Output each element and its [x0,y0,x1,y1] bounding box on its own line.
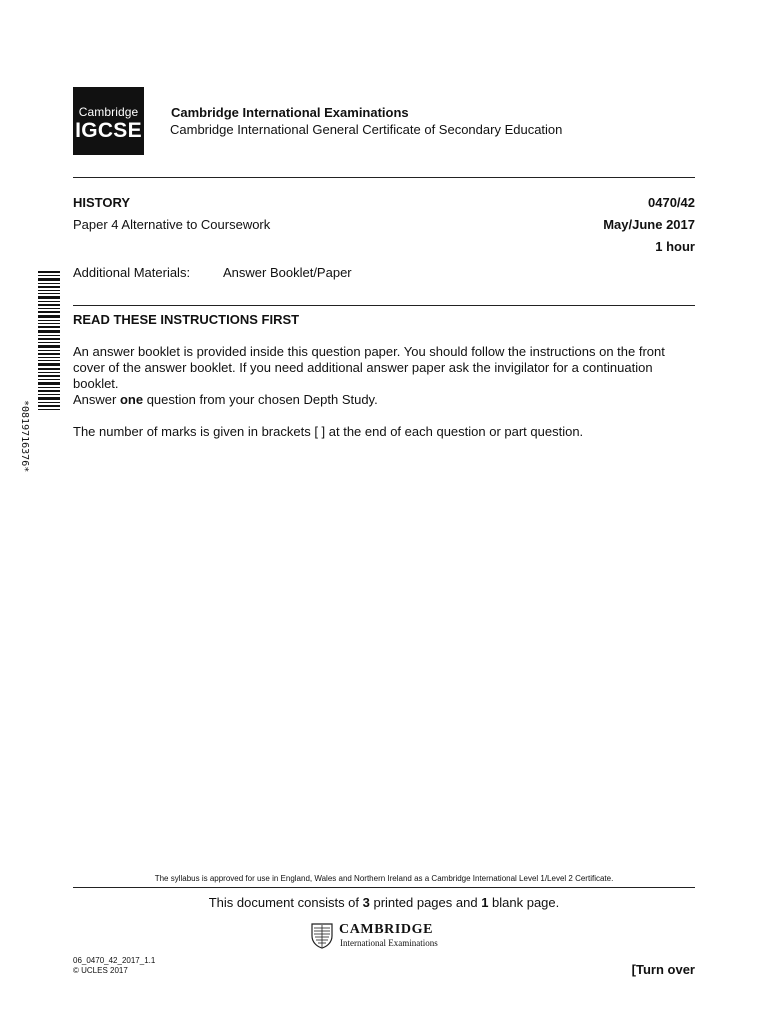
turn-over: [Turn over [631,962,695,977]
instruction-2-emphasis: one [119,392,144,407]
subject-title: HISTORY [73,195,131,210]
consists-text-1: This document consists of [208,895,363,910]
page-count-note [0,895,768,910]
instruction-paragraph-3: The number of marks is given in brackets [ ] at the end of each question or part question. [73,424,584,439]
materials-label: Additional Materials: [73,265,191,280]
exam-duration: 1 hour [655,239,695,254]
footer-divider [73,887,695,888]
exam-session: May/June 2017 [603,217,695,232]
instruction-2-prefix: Answer [73,392,120,407]
barcode-icon [38,271,60,410]
cambridge-igcse-logo [73,87,144,155]
materials-value: Answer Booklet/Paper [223,265,352,280]
copyright: © UCLES 2017 [73,966,128,975]
header-divider [73,177,695,178]
cambridge-wordmark: CAMBRIDGE [339,922,434,937]
syllabus-note: The syllabus is approved for use in England, Wales and Northern Ireland as a Cambridge International Level 1/Level 2 Certificate. [154,874,614,883]
cambridge-crest-icon [311,923,333,949]
cambridge-subtitle: International Examinations [340,938,438,948]
instructions-heading: READ THESE INSTRUCTIONS FIRST [73,312,300,327]
blank-pages-count: 1 [481,895,489,910]
paper-name: Paper 4 Alternative to Coursework [73,217,271,232]
materials-divider [73,305,695,306]
document-reference: 06_0470_42_2017_1.1 [73,956,156,965]
org-name: Cambridge International Examinations [171,105,409,120]
instruction-paragraph-1: An answer booklet is provided inside this question paper. You should follow the instructions on the front cover of the answer booklet. If you need additional answer paper ask the invigilator for a continuation booklet. [73,344,665,391]
consists-text-3: blank page. [488,895,560,910]
instruction-paragraph-2 [73,392,697,408]
logo-line-2: IGCSE [75,119,142,142]
instruction-2-suffix: question from your chosen Depth Study. [143,392,378,407]
consists-text-2: printed pages and [369,895,482,910]
barcode-number-text: *0819716376* [19,400,30,473]
logo-line-1: Cambridge [78,105,139,119]
qualification-name: Cambridge International General Certificate of Secondary Education [170,122,563,137]
paper-code: 0470/42 [648,195,695,210]
printed-pages-count: 3 [362,895,370,910]
